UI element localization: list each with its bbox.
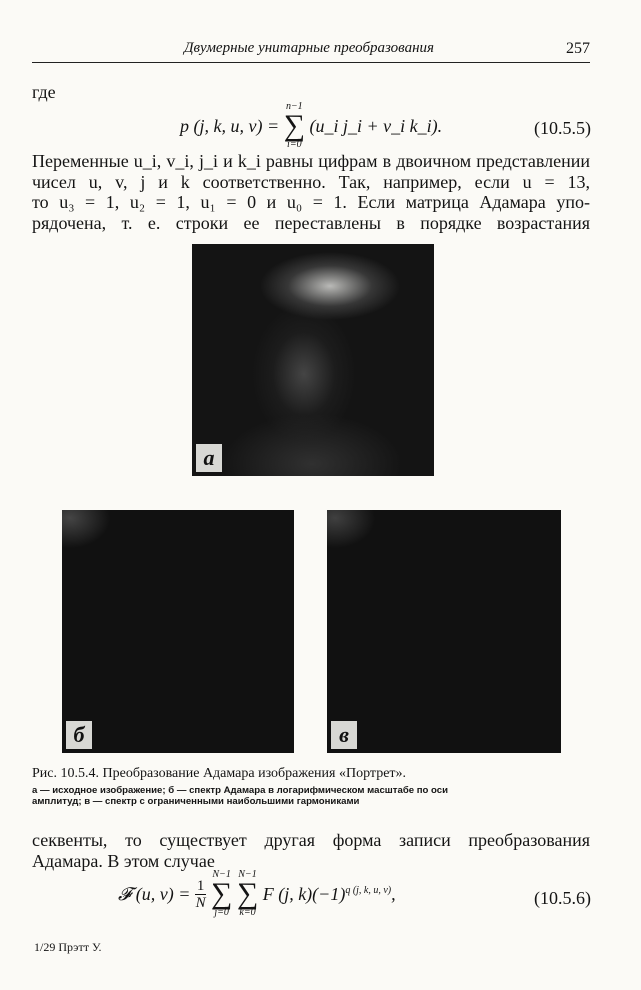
eq2-sum-j-upper: N−1 — [212, 869, 231, 880]
running-head-title: Двумерные унитарные преобразования — [184, 40, 434, 56]
eq1-sum-lower: i=0 — [287, 139, 302, 150]
eq2-lhs: 𝓕 (u, v) = — [118, 883, 191, 904]
paragraph-1 — [32, 151, 590, 233]
eq2-sum-k: N−1 ∑ k=0 — [236, 869, 259, 918]
running-head — [32, 36, 590, 63]
text-where: где — [32, 82, 56, 102]
figure-panel-b — [62, 510, 294, 753]
paragraph-1-line: чисел u, v, j и k соответственно. Так, например, если u = 13, — [32, 171, 590, 192]
eq2-sum-k-upper: N−1 — [238, 869, 257, 880]
eq1-lhs: p (j, k, u, v) = — [180, 115, 280, 136]
figure-panel-c-label: в — [331, 721, 357, 749]
paragraph-1-line: Переменные u_i, v_i, j_i и k_i равны цифрам в двоичном представлении — [32, 151, 590, 171]
figure-caption-line: амплитуд; в — спектр с ограниченными наибольшими гармониками — [32, 796, 360, 807]
equation-10-5-5 — [180, 102, 442, 150]
paragraph-1-line: то u₃ = 1, u₂ = 1, u₁ = 0 и u₀ = 1. Если матрица Адамара упо- — [32, 192, 590, 213]
figure-panel-a-label: а — [196, 444, 222, 472]
eq2-fraction-denominator: N — [195, 894, 206, 911]
eq2-fraction-numerator: 1 — [196, 877, 205, 894]
paragraph-2 — [32, 830, 590, 871]
eq2-sum-j-lower: j=0 — [214, 907, 229, 918]
eq2-body: F (j, $k)(-1)^{q (j, k, u, v)}$, — [262, 883, 396, 904]
equation-number-10-5-6: (10.5.6) — [534, 888, 591, 908]
equation-10-5-6 — [118, 870, 396, 918]
figure-panel-c — [327, 510, 561, 753]
paragraph-2-line: секвенты, то существует другая форма записи преобразования — [32, 830, 590, 850]
figure-caption-title: Рис. 10.5.4. Преобразование Адамара изображения «Портрет». — [32, 766, 407, 781]
paragraph-1-line: рядочена, т. е. строки ее переставлены в порядке возрастания — [32, 212, 590, 233]
eq1-sum-upper: n−1 — [285, 101, 303, 112]
paragraph-2-line: Адамара. В этом случае — [32, 850, 215, 871]
eq2-sum-j: N−1 ∑ j=0 — [210, 869, 233, 918]
page-number: 257 — [566, 40, 590, 57]
eq2-fraction — [195, 878, 207, 911]
signature-footnote: 1/29 Прэтт У. — [34, 940, 102, 954]
equation-number-10-5-5: (10.5.5) — [534, 118, 591, 138]
eq2-sum-k-lower: k=0 — [239, 907, 256, 918]
figure-caption-body — [32, 785, 590, 807]
eq1-sum: n−1 ∑ i=0 — [283, 101, 306, 150]
figure-panel-b-label: б — [66, 721, 92, 749]
figure-panel-a — [192, 244, 434, 476]
eq2-exponent: q (j, k, u, v) — [345, 884, 392, 896]
eq1-body: (u_i j_i + v_i k_i). — [309, 115, 443, 136]
figure-caption-line: а — исходное изображение; б — спектр Адамара в логарифмическом масштабе по оси — [32, 785, 449, 796]
